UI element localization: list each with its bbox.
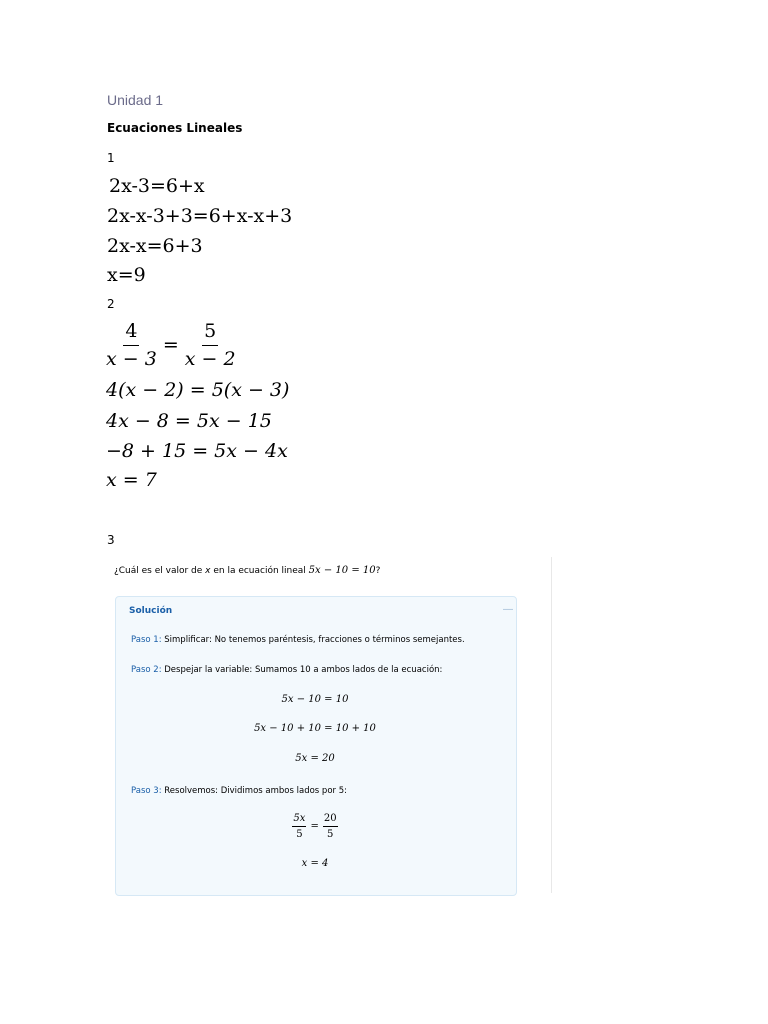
collapse-icon[interactable]: — [503, 604, 513, 615]
problem1-line-4: x=9 [107, 264, 146, 286]
question-text: ¿Cuál es el valor de x en la ecuación lineal 5x − 10 = 10? [114, 565, 381, 576]
step-1: Paso 1: Simplificar: No tenemos paréntesis, fracciones o términos semejantes. [131, 635, 465, 645]
unit-title: Unidad 1 [107, 92, 164, 108]
step-2-label: Paso 2: [131, 665, 162, 675]
solution-equation-a: 5x − 10 = 10 [281, 694, 349, 705]
problem2-line-4: x = 7 [106, 469, 157, 491]
problem1-line-3: 2x-x=6+3 [107, 235, 203, 257]
solution-title: Solución [129, 606, 173, 616]
section-title: Ecuaciones Lineales [107, 121, 243, 135]
fraction-right [185, 320, 236, 370]
solution-equation-c: 5x = 20 [295, 753, 335, 764]
step-1-label: Paso 1: [131, 635, 162, 645]
problem-number-2: 2 [107, 297, 115, 311]
step-2: Paso 2: Despejar la variable: Sumamos 10 a ambos lados de la ecuación: [131, 665, 443, 675]
fraction-right-numerator: 5 [202, 320, 218, 346]
fraction-right-denominator: x − 2 [184, 348, 236, 370]
fraction-equals: = [162, 334, 179, 356]
fraction-left [106, 320, 157, 370]
step-3-label: Paso 3: [131, 786, 162, 796]
problem2-fraction-equation [106, 320, 236, 370]
solution-fraction-left: $\frac{5x}{5}$ [293, 813, 306, 840]
solution-equation-b: 5x − 10 + 10 = 10 + 10 [254, 723, 376, 734]
problem2-line-2: 4x − 8 = 5x − 15 [106, 410, 272, 432]
problem2-line-1: 4(x − 2) = 5(x − 3) [106, 379, 290, 401]
solution-fraction-right: $\frac{20}{5}$ [323, 813, 337, 840]
step-3: Paso 3: Resolvemos: Dividimos ambos lados por 5: [131, 786, 347, 796]
solution-fraction-equation: $\frac{5x}{5}$ = $\frac{20}{5}$ [293, 813, 337, 840]
problem2-line-3: −8 + 15 = 5x − 4x [106, 440, 288, 462]
problem-number-3: 3 [107, 533, 115, 547]
fraction-left-denominator: x − 3 [106, 348, 157, 370]
problem-number-1: 1 [107, 151, 115, 165]
fraction-left-numerator: 4 [123, 320, 139, 346]
problem1-line-2: 2x-x-3+3=6+x-x+3 [107, 205, 293, 227]
problem1-line-1: 2x-3=6+x [109, 175, 205, 197]
solution-final-answer: x = 4 [301, 858, 329, 869]
